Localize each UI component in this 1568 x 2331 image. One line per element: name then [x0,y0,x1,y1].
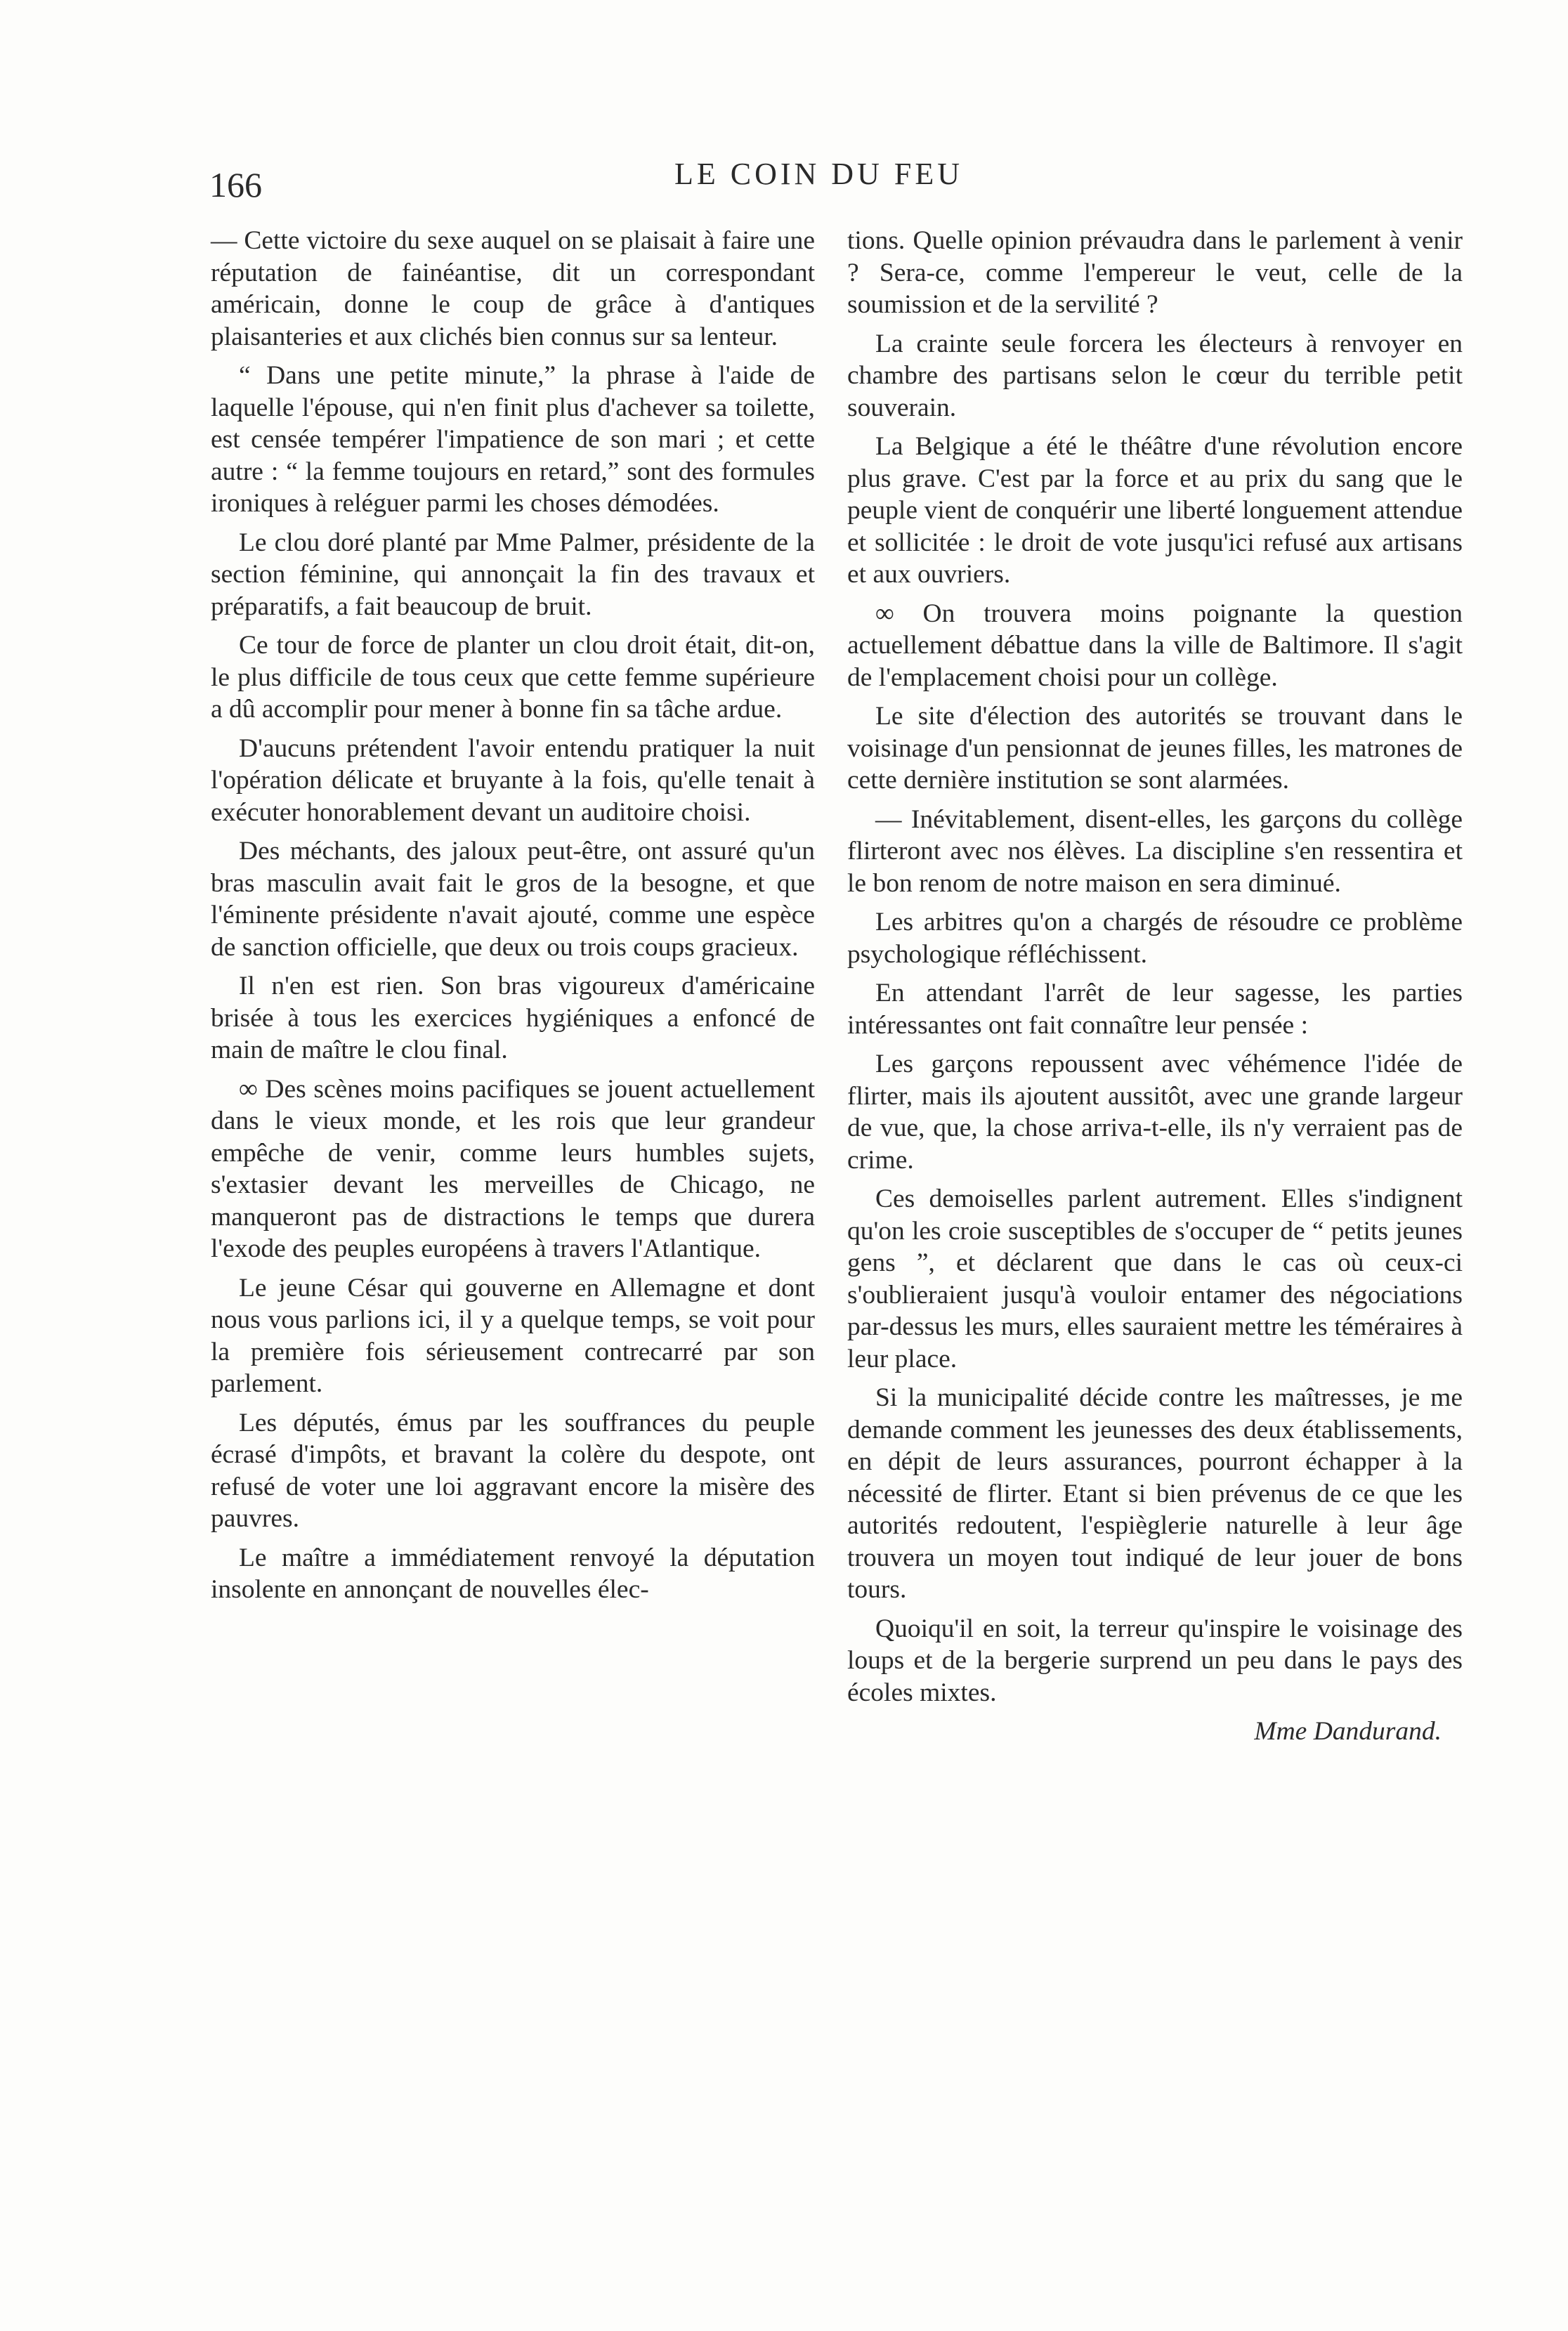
paragraph: Si la municipalité décide contre les maîtresses, je me demande comment les jeunesses des deux établissements, en dépit de leurs assurances, pourront échapper à la nécessité de flirter. Etant si bien prévenus de ce que les autorités redoutent, l'espièglerie naturelle à leur âge trouvera un moyen tout indiqué de leur jouer de bons tours. [847,1383,1463,1604]
paragraph: “ Dans une petite minute,” la phrase à l'aide de laquelle l'épouse, qui n'en finit plus d'achever sa toilette, est censée tempérer l'impatience de son mari ; et cette autre : “ la femme toujours en retard,” sont des formules ironiques à reléguer parmi les choses démodées. [211,361,815,518]
running-title: LE COIN DU FEU [674,157,963,191]
paragraph: Le clou doré planté par Mme Palmer, présidente de la section féminine, qui annonçait la fin des travaux et préparatifs, a fait beaucoup de bruit. [211,528,815,621]
paragraph: Des méchants, des jaloux peut-être, ont assuré qu'un bras masculin avait fait le gros de la besogne, et que l'éminente présidente n'avait ajouté, comme une espèce de sanction officielle, que deux ou trois coups gracieux. [211,837,815,962]
paragraph: Les garçons repoussent avec véhémence l'idée de flirter, mais ils ajoutent aussitôt, avec une grande largeur de vue, que, la chose arriva-t-elle, ils n'y verraient pas de crime. [847,1050,1463,1175]
paragraph: En attendant l'arrêt de leur sagesse, les parties intéressantes ont fait connaître leur pensée : [847,979,1463,1040]
paragraph: La crainte seule forcera les électeurs à renvoyer en chambre des partisans selon le cœur du terrible petit souverain. [847,329,1463,422]
paragraph: — Inévitablement, disent-elles, les garçons du collège flirteront avec nos élèves. La discipline s'en ressentira et le bon renom de notre maison en sera diminué. [847,804,1463,898]
paragraph: ∞ Des scènes moins pacifiques se jouent actuellement dans le vieux monde, et les rois que leur grandeur empêche de venir, comme leurs humbles sujets, s'extasier devant les merveilles de Chicago, ne manqueront pas de distractions le temps que durera l'exode des peuples européens à travers l'Atlantique. [211,1074,815,1263]
paragraph: Le jeune César qui gouverne en Allemagne et dont nous vous parlions ici, il y a quelque temps, se voit pour la première fois sérieusement contrecarré par son parlement. [211,1273,815,1398]
paragraph: Les arbitres qu'on a chargés de résoudre ce problème psychologique réfléchissent. [847,908,1463,969]
right-column [847,225,1463,1755]
paragraph: Quoiqu'il en soit, la terreur qu'inspire le voisinage des loups et de la bergerie surprend un peu dans le pays des écoles mixtes. [847,1614,1463,1707]
author-signature: Mme Dandurand. [1254,1717,1442,1746]
paragraph: D'aucuns prétendent l'avoir entendu pratiquer la nuit l'opération délicate et bruyante à la fois, qu'elle tenait à exécuter honorablement devant un auditoire choisi. [211,733,815,827]
paragraph: Les députés, émus par les souffrances du peuple écrasé d'impôts, et bravant la colère du despote, ont refusé de voter une loi aggravant encore la misère des pauvres. [211,1408,815,1533]
paragraph: — Cette victoire du sexe auquel on se plaisait à faire une réputation de fainéantise, dit un correspondant américain, donne le coup de grâce à d'antiques plaisanteries et aux clichés bien connus sur sa lenteur. [211,226,815,351]
left-column [211,225,815,1613]
paragraph: Il n'en est rien. Son bras vigoureux d'américaine brisée à tous les exercices hygiéniques a enfoncé de main de maître le clou final. [211,972,815,1064]
paragraph: tions. Quelle opinion prévaudra dans le parlement à venir ? Sera-ce, comme l'empereur le veut, celle de la soumission et de la servilité ? [847,226,1463,319]
paragraph: Ce tour de force de planter un clou droit était, dit-on, le plus difficile de tous ceux que cette femme supérieure a dû accomplir pour mener à bonne fin sa tâche ardue. [211,631,815,724]
paragraph: Le maître a immédiatement renvoyé la députation insolente en annonçant de nouvelles élec- [211,1543,815,1604]
paragraph: ∞ On trouvera moins poignante la question actuellement débattue dans la ville de Baltimore. Il s'agit de l'emplacement choisi pour un collège. [847,599,1463,692]
page-number: 166 [209,165,262,204]
paragraph: Le site d'élection des autorités se trouvant dans le voisinage d'un pensionnat de jeunes filles, les matrones de cette dernière institution se sont alarmées. [847,702,1463,795]
paragraph: Ces demoiselles parlent autrement. Elles s'indignent qu'on les croie susceptibles de s'occuper de “ petits jeunes gens ”, et déclarent que dans le cas où ceux-ci s'oublieraient jusqu'à vouloir entamer des négociations par-dessus les murs, elles sauraient mettre les téméraires à leur place. [847,1184,1463,1373]
paragraph: La Belgique a été le théâtre d'une révolution encore plus grave. C'est par la force et au prix du sang que le peuple vient de conquérir une liberté longuement attendue et sollicitée : le droit de vote jusqu'ici refusé aux artisans et aux ouvriers. [847,432,1463,589]
